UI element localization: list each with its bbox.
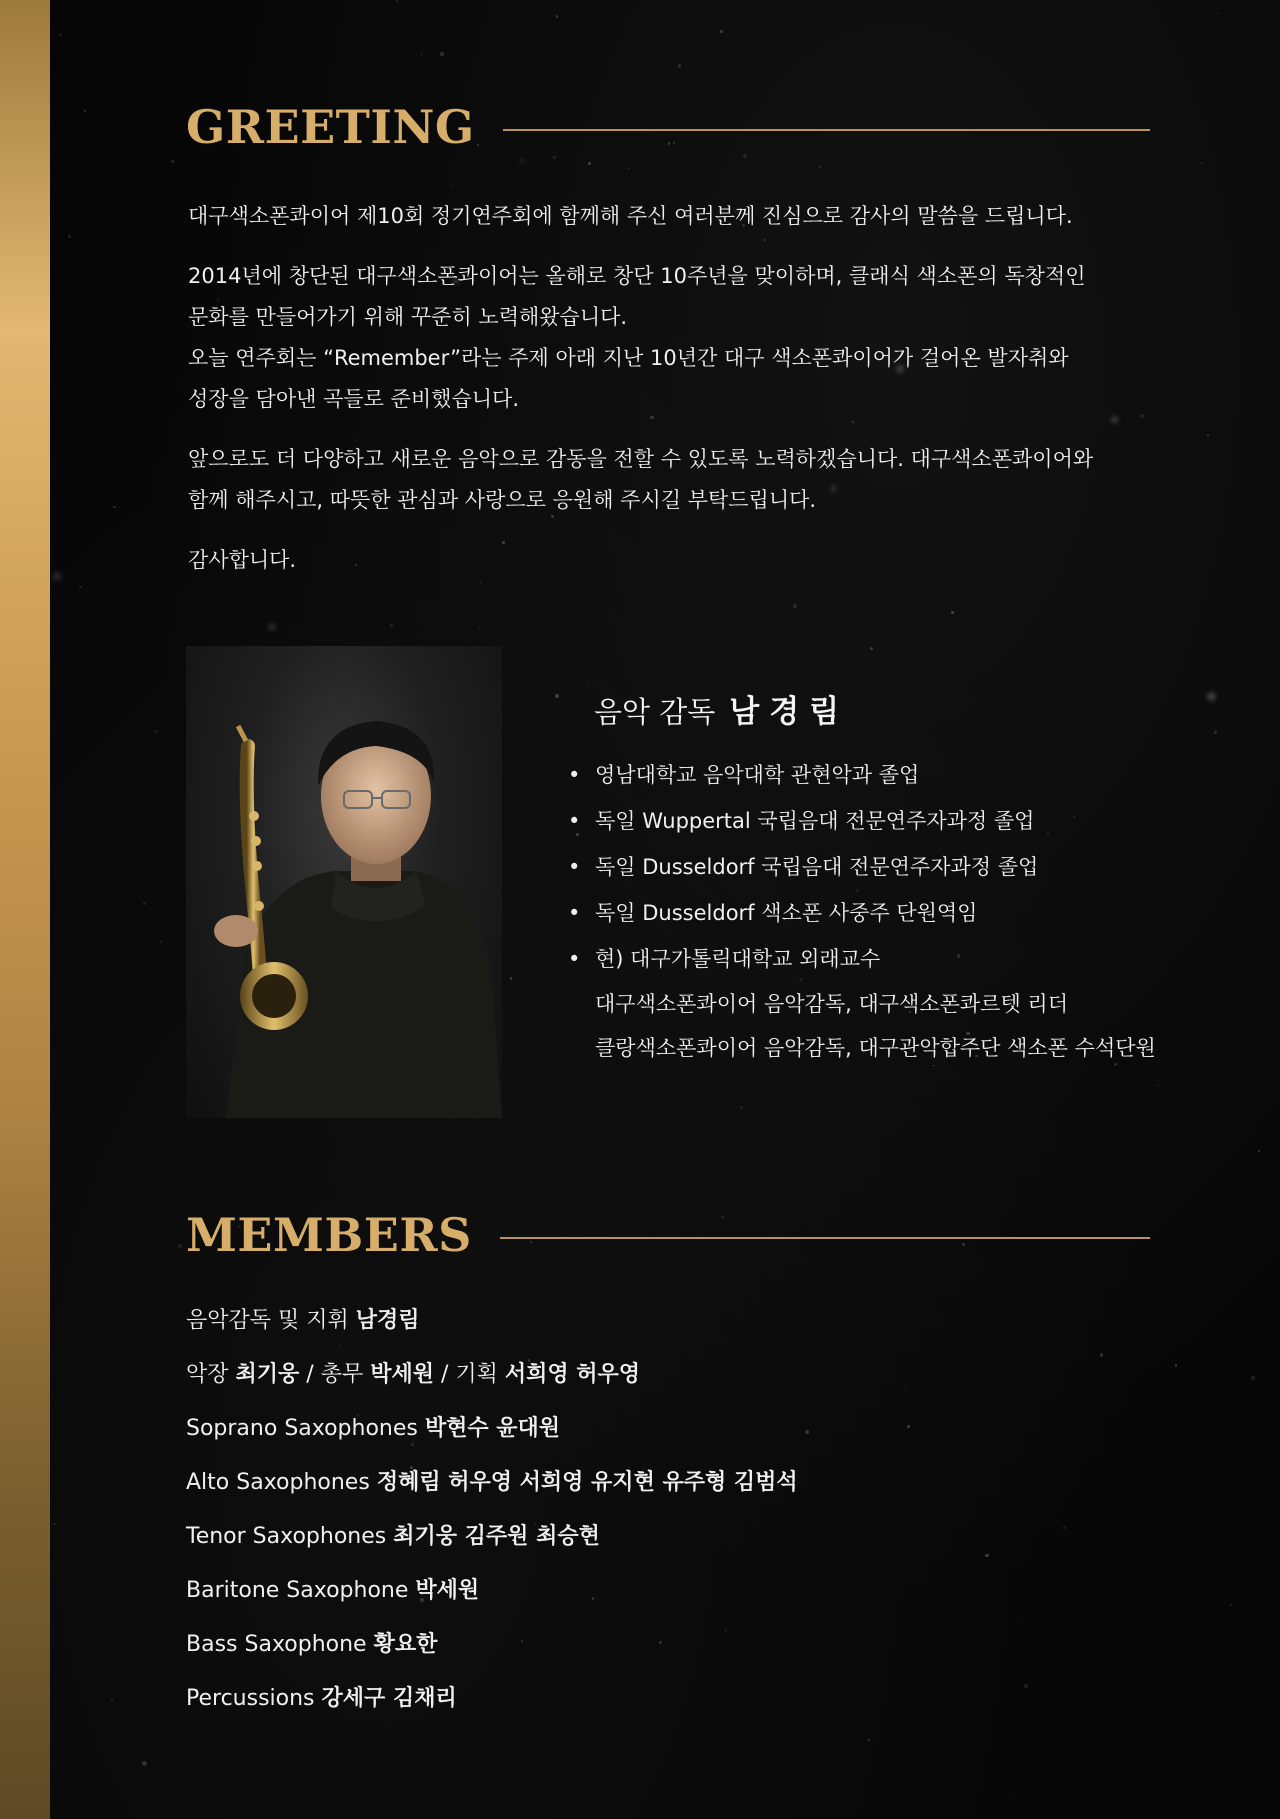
dust-particle xyxy=(1011,1794,1012,1795)
member-role: Baritone Saxophone xyxy=(186,1578,409,1603)
dust-particle xyxy=(238,1280,239,1281)
dust-particle xyxy=(1252,807,1254,809)
dust-particle xyxy=(628,168,630,170)
greeting-line: 2014년에 창단된 대구색소폰콰이어는 올해로 창단 10주년을 맞이하며, 클래식 색소폰의 독창적인 xyxy=(188,264,1086,288)
bio-extra-line: 클랑색소폰콰이어 음악감독, 대구관악합주단 색소폰 수석단원 xyxy=(595,1036,1156,1060)
greeting-paragraph-1 xyxy=(188,196,1148,237)
bio-extra-line: 대구색소폰콰이어 음악감독, 대구색소폰콰르텟 리더 xyxy=(595,992,1068,1016)
greeting-rule xyxy=(503,129,1150,131)
director-bio-list xyxy=(565,752,1205,1070)
dust-particle xyxy=(160,941,162,943)
member-names: 박세원 xyxy=(415,1578,480,1603)
director-name: 남경림 xyxy=(729,694,850,730)
member-role: 총무 xyxy=(320,1362,364,1387)
member-names: 박현수 윤대원 xyxy=(424,1416,561,1441)
members-list xyxy=(186,1294,1146,1726)
greeting-body xyxy=(188,196,1148,600)
dust-particle xyxy=(1214,731,1218,735)
dust-particle xyxy=(743,154,747,158)
member-role: Bass Saxophone xyxy=(186,1632,367,1657)
dust-particle xyxy=(678,64,682,68)
bio-text: 독일 Wuppertal 국립음대 전문연주자과정 졸업 xyxy=(595,809,1035,833)
bio-text: 영남대학교 음악대학 관현악과 졸업 xyxy=(595,763,920,787)
dust-particle xyxy=(819,166,821,168)
bio-text: 독일 Dusseldorf 색소폰 사중주 단원역임 xyxy=(595,901,978,925)
dust-particle xyxy=(588,162,591,165)
greeting-line: 앞으로도 더 다양하고 새로운 음악으로 감동을 전할 수 있도록 노력하겠습니다. 대구색소폰콰이어와 xyxy=(188,447,1094,471)
dust-particle xyxy=(951,611,953,613)
dust-particle xyxy=(113,506,115,508)
member-row xyxy=(186,1402,1146,1456)
dust-particle xyxy=(111,1700,113,1702)
bio-item xyxy=(565,798,1205,844)
dust-particle xyxy=(1244,1127,1245,1128)
dust-particle xyxy=(142,1761,147,1766)
member-names: 최기웅 xyxy=(235,1362,300,1387)
dust-particle xyxy=(178,1244,182,1248)
dust-particle xyxy=(440,52,443,55)
greeting-line: 문화를 만들어가기 위해 꾸준히 노력해왔습니다. xyxy=(188,305,628,329)
member-role: 음악감독 및 지휘 xyxy=(186,1308,349,1333)
greeting-line: 성장을 담아낸 곡들로 준비했습니다. xyxy=(188,387,519,411)
member-row xyxy=(186,1618,1146,1672)
dust-particle xyxy=(1207,692,1216,701)
members-rule xyxy=(500,1237,1150,1239)
dust-particle xyxy=(519,158,525,164)
greeting-paragraph-2 xyxy=(188,256,1148,420)
dust-particle xyxy=(870,647,874,651)
dust-particle xyxy=(421,53,423,55)
greeting-line: 대구색소폰콰이어 제10회 정기연주회에 함께해 주신 여러분께 진심으로 감사의 말씀을 드립니다. xyxy=(188,204,1073,228)
dust-particle xyxy=(740,1106,743,1109)
dust-particle xyxy=(171,160,174,163)
dust-particle xyxy=(66,1351,67,1352)
greeting-paragraph-4 xyxy=(188,540,1148,581)
member-role: Soprano Saxophones xyxy=(186,1416,418,1441)
members-heading: MEMBERS xyxy=(186,1208,472,1262)
member-role: Alto Saxophones xyxy=(186,1470,370,1495)
dust-particle xyxy=(1175,1364,1177,1366)
dust-particle xyxy=(54,1523,56,1525)
dust-particle xyxy=(793,604,797,608)
dust-particle xyxy=(1201,162,1204,165)
dust-particle xyxy=(96,148,98,150)
director-title xyxy=(594,686,849,731)
dust-particle xyxy=(396,0,398,2)
dust-particle xyxy=(868,1739,870,1741)
dust-particle xyxy=(79,586,82,589)
member-row xyxy=(186,1510,1146,1564)
dust-particle xyxy=(1251,1376,1254,1379)
dust-particle xyxy=(247,172,248,173)
separator: / xyxy=(299,1362,321,1387)
member-row xyxy=(186,1564,1146,1618)
member-row xyxy=(186,1348,1146,1402)
member-names: 정혜림 허우영 서희영 유지현 유주형 김범석 xyxy=(376,1470,798,1495)
dust-particle xyxy=(556,15,558,17)
saxophonist-illustration xyxy=(186,646,502,1118)
greeting-heading: GREETING xyxy=(186,100,475,154)
dust-particle xyxy=(592,1730,593,1731)
dust-particle xyxy=(1157,1085,1159,1087)
bio-item xyxy=(565,752,1205,798)
dust-particle xyxy=(52,572,62,582)
greeting-line: 함께 해주시고, 따뜻한 관심과 사랑으로 응원해 주시길 부탁드립니다. xyxy=(188,488,817,512)
member-role: 악장 xyxy=(186,1362,229,1387)
bullet-icon: • xyxy=(568,901,581,925)
member-names: 황요한 xyxy=(373,1632,438,1657)
bio-item xyxy=(565,936,1205,982)
dust-particle xyxy=(155,730,158,733)
dust-particle xyxy=(68,235,71,238)
dust-particle xyxy=(1125,150,1126,151)
gold-side-strip xyxy=(0,0,50,1819)
dust-particle xyxy=(1268,26,1270,28)
greeting-paragraph-3 xyxy=(188,439,1148,521)
member-names: 서희영 허우영 xyxy=(504,1362,641,1387)
dust-particle xyxy=(720,30,722,32)
bio-text: 현) 대구가톨릭대학교 외래교수 xyxy=(595,947,881,971)
member-names: 최기웅 김주원 최승현 xyxy=(393,1524,600,1549)
dust-particle xyxy=(510,977,512,979)
dust-particle xyxy=(1258,1150,1261,1153)
greeting-header xyxy=(186,100,1150,154)
dust-particle xyxy=(1207,434,1209,436)
dust-particle xyxy=(143,902,146,905)
bullet-icon: • xyxy=(568,763,581,787)
bio-text: 독일 Dusseldorf 국립음대 전문연주자과정 졸업 xyxy=(595,855,1039,879)
dust-particle xyxy=(738,1278,739,1279)
member-names: 강세구 김채리 xyxy=(321,1686,457,1711)
member-names: 박세원 xyxy=(370,1362,434,1387)
bullet-icon: • xyxy=(568,855,581,879)
dust-particle xyxy=(84,110,86,112)
dust-particle xyxy=(59,33,62,36)
dust-particle xyxy=(1217,13,1219,15)
member-role: 기획 xyxy=(455,1362,498,1387)
member-names: 남경림 xyxy=(355,1308,420,1333)
bio-item xyxy=(565,844,1205,890)
dust-particle xyxy=(268,623,276,631)
greeting-line: 감사합니다. xyxy=(188,548,297,572)
director-photo xyxy=(186,646,502,1118)
director-role: 음악 감독 xyxy=(594,695,716,729)
dust-particle xyxy=(553,156,556,159)
dust-particle xyxy=(390,624,393,627)
bio-item xyxy=(565,890,1205,936)
greeting-line: 오늘 연주회는 “Remember”라는 주제 아래 지난 10년간 대구 색소폰콰이어가 걸어온 발자취와 xyxy=(188,346,1069,370)
member-row xyxy=(186,1294,1146,1348)
member-role: Percussions xyxy=(186,1686,315,1711)
separator: / xyxy=(433,1362,456,1387)
member-row xyxy=(186,1672,1146,1726)
dust-particle xyxy=(450,185,451,186)
members-header xyxy=(186,1208,1150,1262)
member-row xyxy=(186,1456,1146,1510)
dust-particle xyxy=(555,694,559,698)
dust-particle xyxy=(588,685,590,687)
dust-particle xyxy=(479,628,480,629)
bullet-icon: • xyxy=(568,947,581,971)
dust-particle xyxy=(1230,1604,1232,1606)
bullet-icon: • xyxy=(568,809,581,833)
member-role: Tenor Saxophones xyxy=(186,1524,387,1549)
